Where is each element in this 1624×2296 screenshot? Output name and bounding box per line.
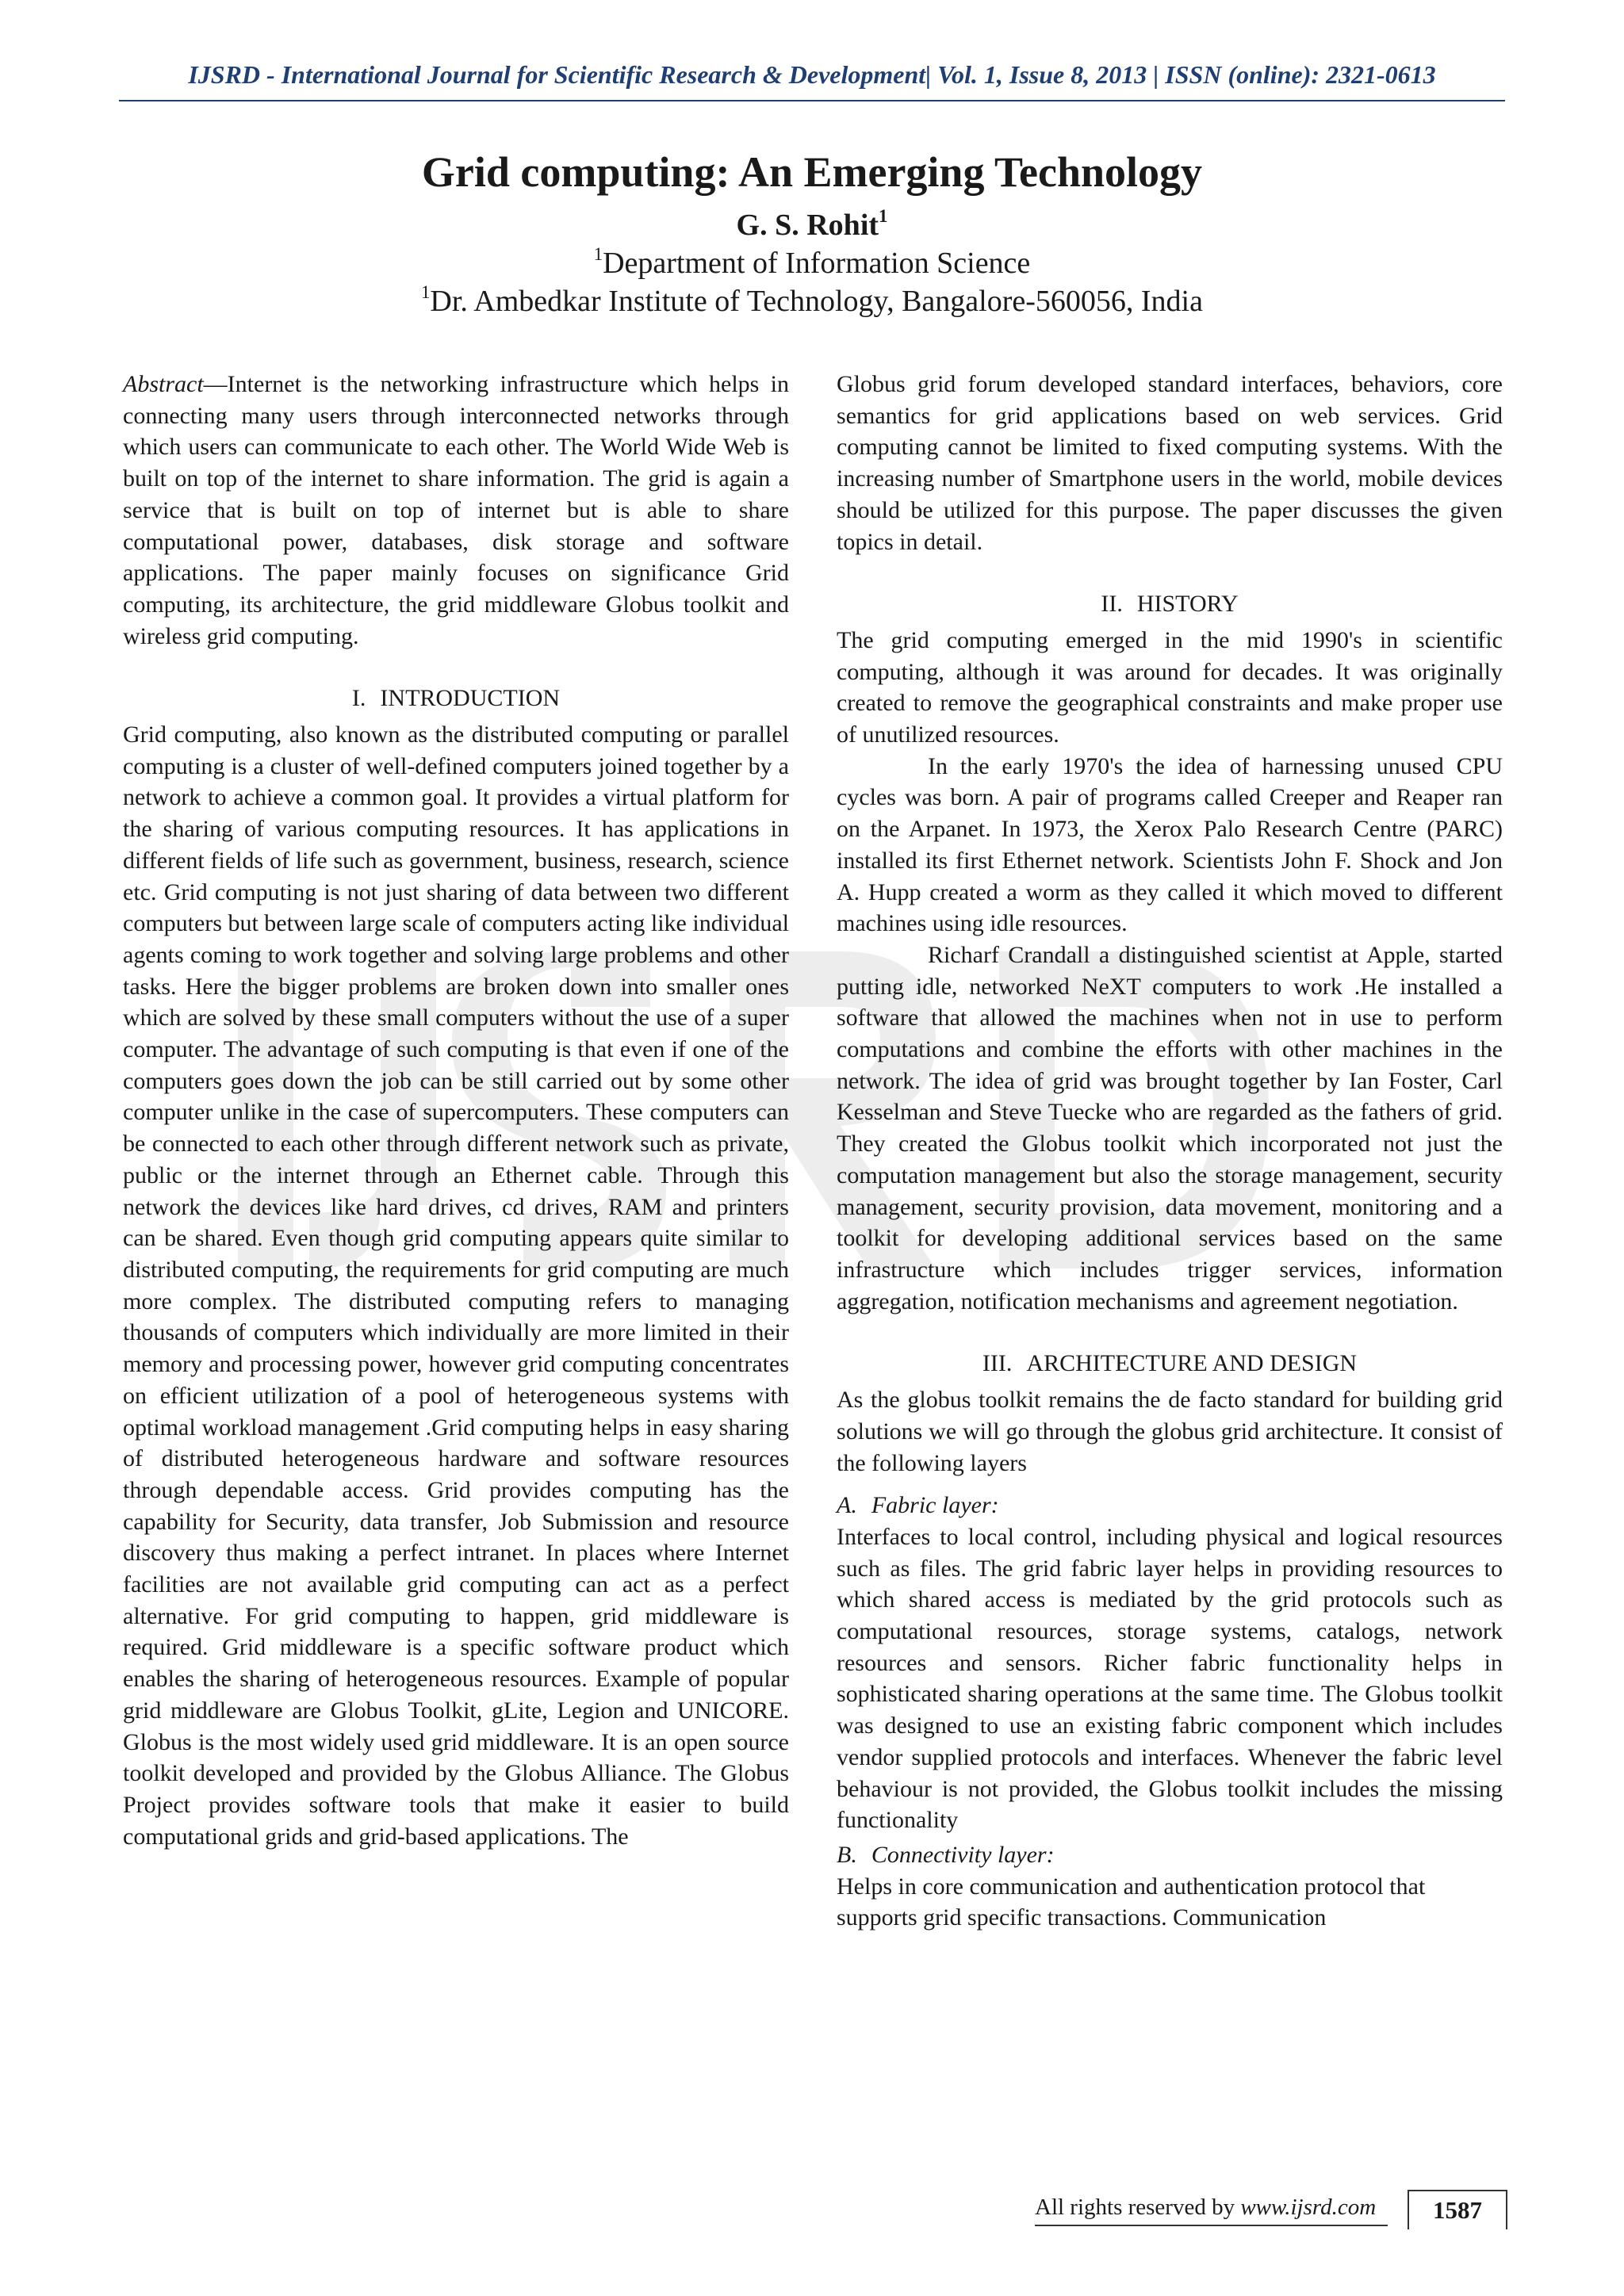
section-title: ARCHITECTURE AND DESIGN: [1026, 1350, 1358, 1377]
abstract: [123, 369, 789, 652]
introduction-paragraph-continued: Globus grid forum developed standard interfaces, behaviors, core semantics for grid applications based on web services. Grid computing cannot be limited to fixed computing systems. With the increasing number of Smartphone users in the world, mobile devices should be utilized for this purpose. The paper discusses the given topics in detail.: [837, 371, 1503, 555]
section-number: I.: [351, 685, 366, 712]
footer-rule: [1035, 2225, 1388, 2226]
history-paragraph-2: In the early 1970's the idea of harnessing unused CPU cycles was born. A pair of programs called Creeper and Reaper ran on the Arpanet. In 1973, the Xerox Palo Research Centre (PARC) installed its first Ethernet network. Scientists John F. Shock and Jon A. Hupp created a worm as they called it which moved to different machines using idle resources.: [837, 752, 1503, 937]
left-column: [123, 369, 789, 1852]
subsection-number: B.: [837, 1841, 857, 1868]
abstract-text: —Internet is the networking infrastructure which helps in connecting many users through interconnected networks through which users can communicate to each other. The World Wide Web is built on top of the internet to share information. The grid is again a service that is built on top of internet but is able to share computational power, databases, disk storage and software applications. The paper mainly focuses on significance Grid computing, its architecture, the grid middleware Globus toolkit and wireless grid computing.: [123, 371, 789, 649]
section-heading-architecture: [837, 1348, 1503, 1380]
paper-title: Grid computing: An Emerging Technology: [421, 148, 1203, 196]
section-title: INTRODUCTION: [380, 685, 561, 712]
footer-rights: [1035, 2195, 1376, 2221]
abstract-label: Abstract: [123, 371, 204, 397]
subsection-heading-fabric: [837, 1490, 1503, 1521]
introduction-paragraph: Grid computing, also known as the distributed computing or parallel computing is a cluster of well-defined computers joined together by a network to achieve a common goal. It provides a virtual platform for the sharing of various computing resources. It has applications in different fields of life such as government, business, research, science etc. Grid computing is not just sharing of data between two different computers but between large scale of computers acting like individual agents coming to work together and solving large problems and other tasks. Here the bigger problems are broken down into smaller ones which are solved by these small computers without the use of a super computer. The advantage of such computing is that even if one of the computers goes down the job can be still carried out by some other computer unlike in the case of supercomputers. These computers can be connected to each other through different network such as private, public or the internet through an Ethernet cable. Through this network the devices like hard drives, cd drives, RAM and printers can be shared. Even though grid computing appears quite similar to distributed computing, the requirements for grid computing are much more complex. The distributed computing refers to managing thousands of computers which individually are more limited in their memory and processing power, however grid computing concentrates on efficient utilization of a pool of heterogeneous systems with optimal workload management .Grid computing helps in easy sharing of distributed heterogeneous hardware and software resources through dependable access. Grid provides computing has the capability for Security, data transfer, Job Submission and resource discovery thus making a perfect intranet. In places where Internet facilities are not available grid computing can act as a perfect alternative. For grid computing to happen, grid middleware is required. Grid middleware is a specific software product which enables the sharing of heterogeneous resources. Example of popular grid middleware are Globus Toolkit, gLite, Legion and UNICORE. Globus is the most widely used grid middleware. It is an open source toolkit developed and provided by the Globus Alliance. The Globus Project provides software tools that make it easier to build computational grids and grid-based applications. The: [123, 721, 790, 1850]
subsection-title: Connectivity layer:: [871, 1841, 1055, 1868]
author-line: [0, 208, 1624, 244]
section-heading-history: [837, 588, 1503, 620]
footer-rights-text: All rights reserved by: [1035, 2195, 1235, 2220]
header-rule: [119, 100, 1505, 101]
history-paragraph-3: Richarf Crandall a distinguished scientist at Apple, started putting idle, networked NeXT computers to work .He installed a software that allowed the machines when not in use to perform computations and combine the efforts with other machines in the network. The idea of grid was brought together by Ian Foster, Carl Kesselman and Steve Tuecke who are regarded as the fathers of grid. They created the Globus toolkit which incorporated not just the computation management but also the storage management, security management, security provision, data movement, monitoring and a toolkit for developing additional services based on the same infrastructure which includes trigger services, information aggregation, notification mechanisms and agreement negotiation.: [837, 941, 1503, 1314]
affiliation-superscript: 1: [593, 244, 603, 265]
section-number: II.: [1101, 591, 1123, 618]
section-title: HISTORY: [1136, 591, 1239, 618]
subsection-title: Fabric layer:: [871, 1492, 999, 1519]
affiliation-department-text: Department of Information Science: [603, 247, 1031, 280]
affiliation-superscript: 1: [421, 282, 431, 303]
author-superscript: 1: [879, 206, 888, 227]
affiliation-institute: [0, 284, 1624, 320]
footer-site-link[interactable]: www.ijsrd.com: [1240, 2195, 1377, 2220]
section-number: III.: [982, 1350, 1013, 1377]
affiliation-institute-text: Dr. Ambedkar Institute of Technology, Bangalore-560056, India: [430, 285, 1203, 318]
right-column: [837, 369, 1503, 1934]
journal-header: IJSRD - International Journal for Scientific Research & Development| Vol. 1, Issue 8, 2013 | ISSN (online): 2321-0613: [188, 60, 1436, 89]
history-paragraph-1: The grid computing emerged in the mid 1990's in scientific computing, although it was around for decades. It was originally created to remove the geographical constraints and make proper use of unutilized resources.: [837, 626, 1503, 748]
author-name: G. S. Rohit: [736, 209, 879, 242]
section-heading-introduction: [123, 683, 789, 714]
fabric-layer-paragraph: Interfaces to local control, including physical and logical resources such as files. The grid fabric layer helps in providing resources to which shared access is mediated by the grid protocols such as computational resources, storage systems, catalogs, network resources and sensors. Richer fabric functionality helps in sophisticated sharing operations at the same time. The Globus toolkit was designed to use an existing fabric component which includes vendor supplied protocols and interfaces. Whenever the fabric level behaviour is not provided, the Globus toolkit includes the missing functionality: [837, 1523, 1503, 1834]
subsection-number: A.: [837, 1492, 857, 1519]
connectivity-layer-paragraph: Helps in core communication and authentication protocol that supports grid specific transactions. Communication: [837, 1873, 1426, 1931]
affiliation-department: [0, 246, 1624, 282]
subsection-heading-connectivity: [837, 1839, 1503, 1871]
architecture-paragraph: As the globus toolkit remains the de facto standard for building grid solutions we will go through the globus grid architecture. It consist of the following layers: [837, 1387, 1503, 1476]
page-number: 1587: [1408, 2190, 1507, 2229]
